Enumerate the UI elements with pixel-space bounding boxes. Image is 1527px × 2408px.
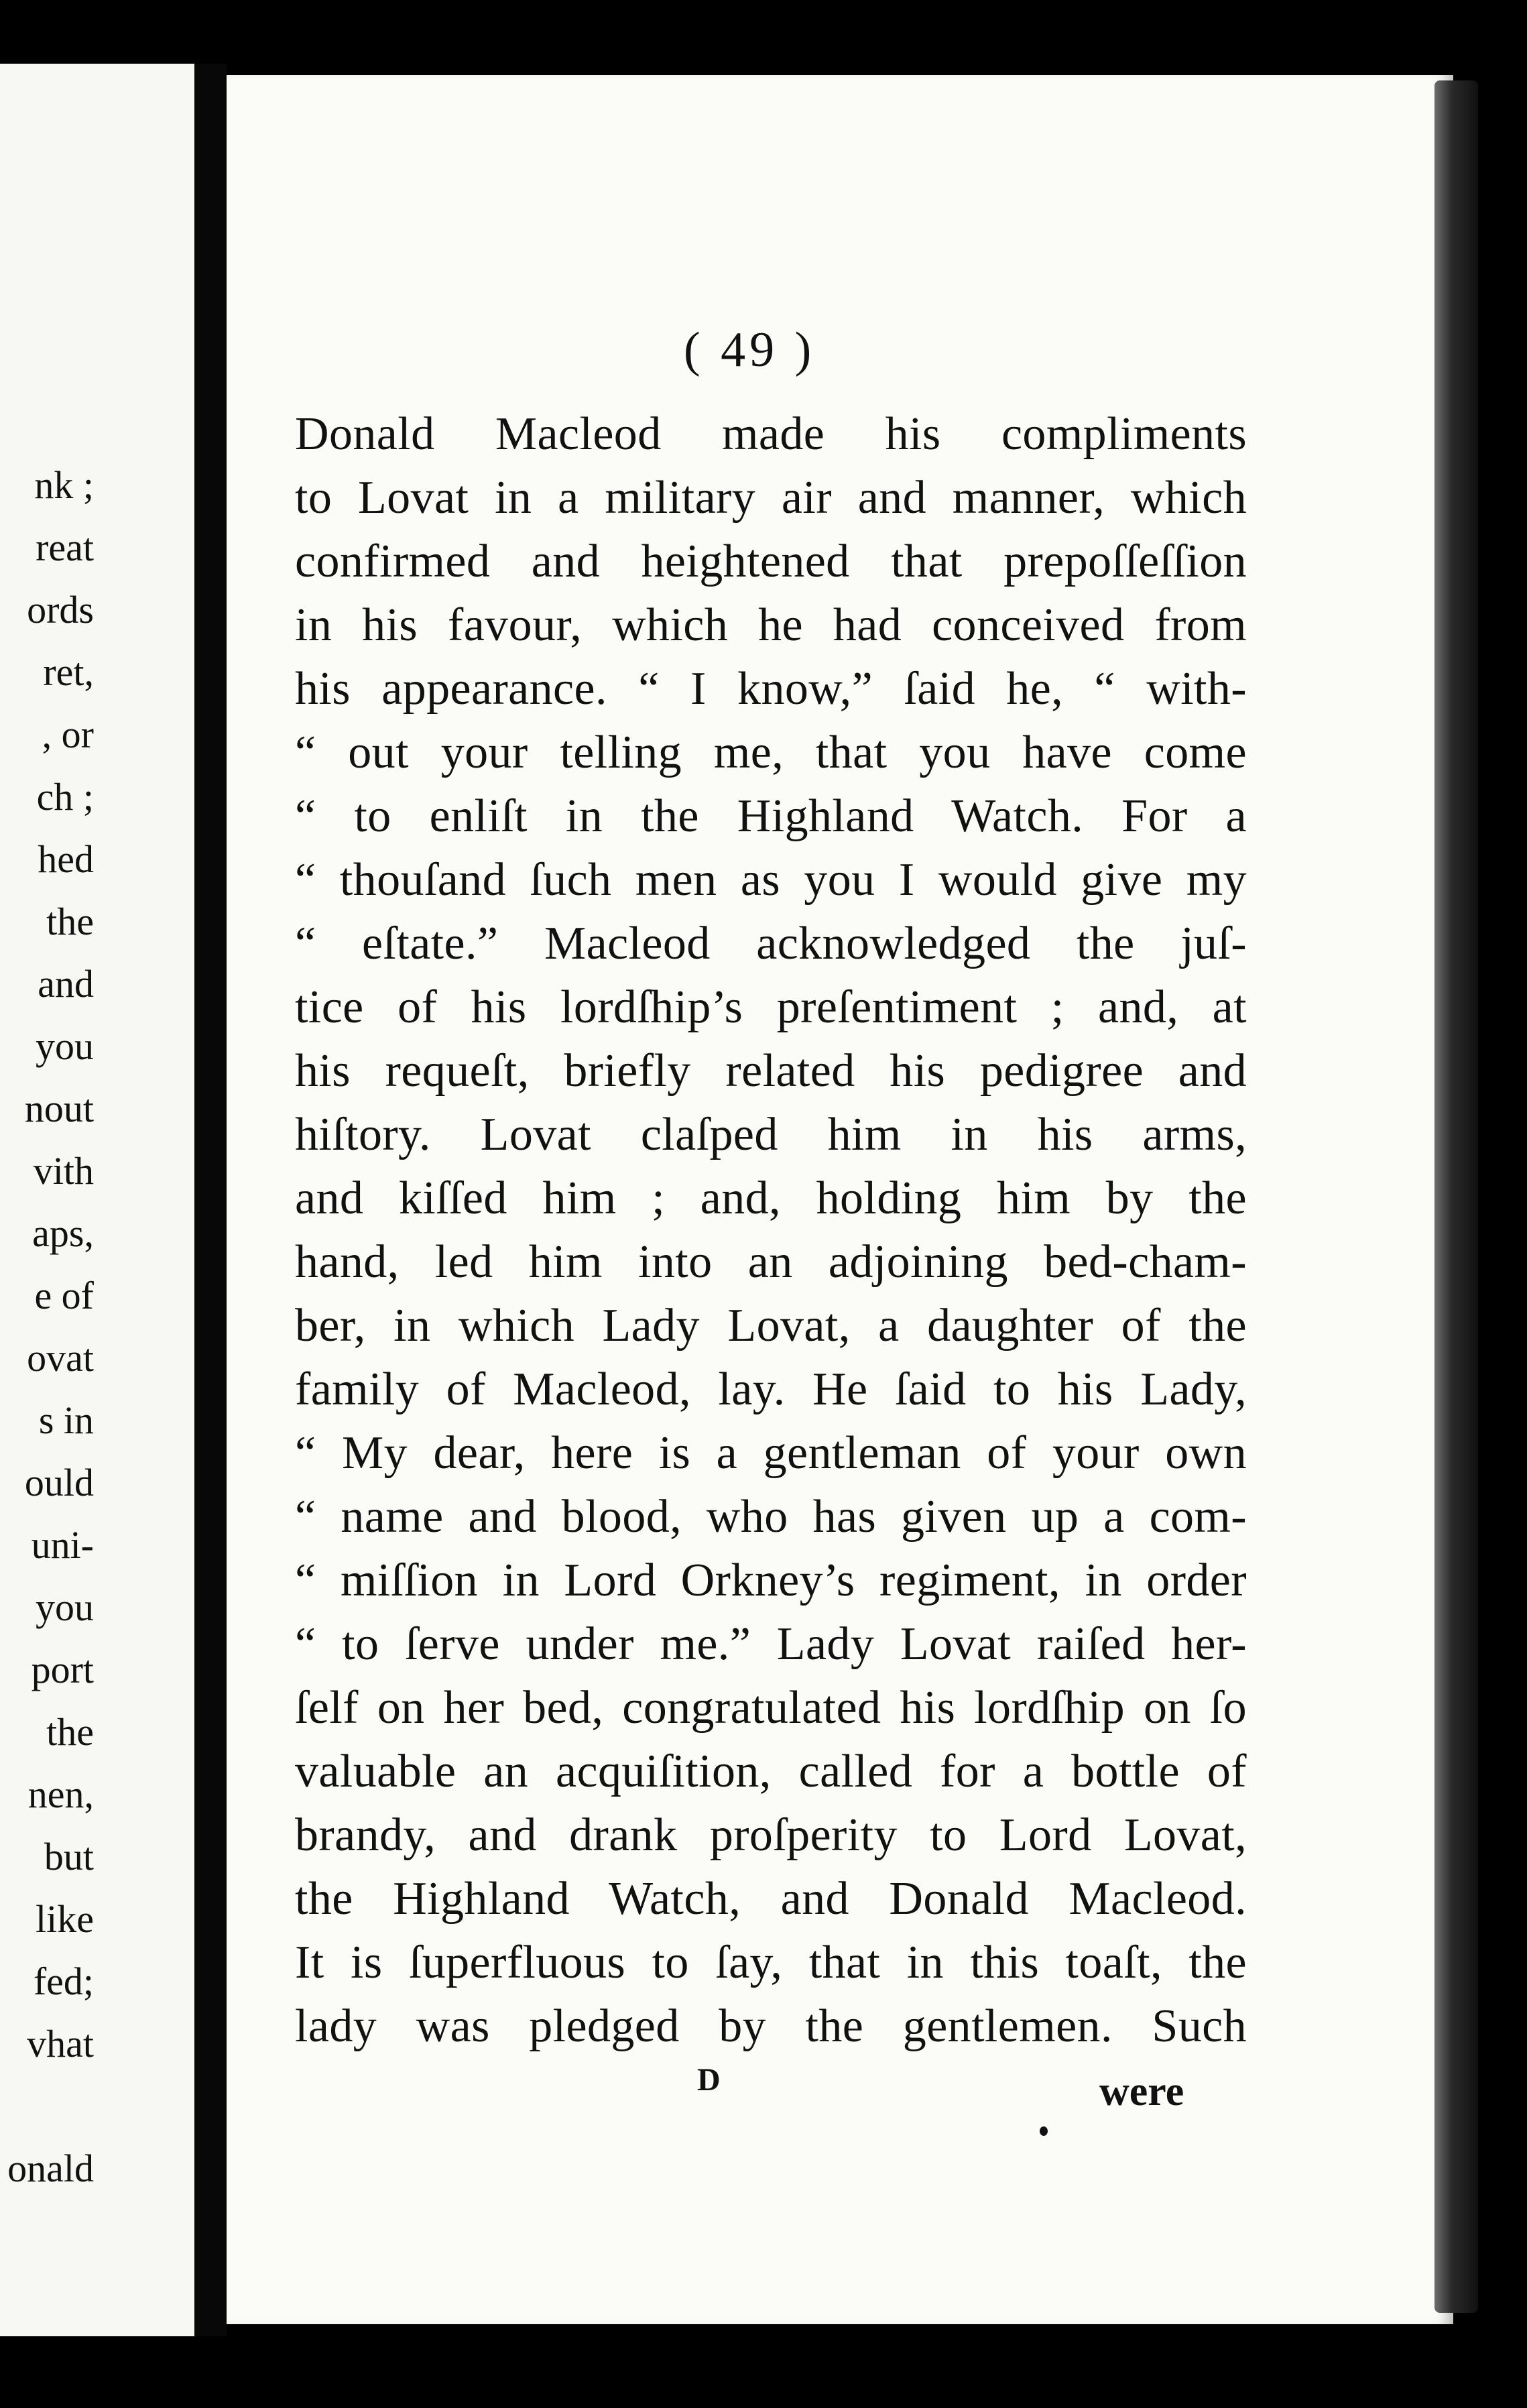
text-line: brandy, and drank proſperity to Lord Lovat,	[295, 1809, 1247, 1861]
left-page-fragment: e of	[34, 1274, 94, 1317]
catchword: were	[1099, 2069, 1184, 2114]
text-line: It is ſuperfluous to ſay, that in this toaſt, the	[295, 1937, 1247, 1988]
book-gutter	[194, 64, 227, 2336]
left-page-fragment: , or	[42, 713, 94, 756]
left-page-fragment: uni-	[31, 1523, 94, 1567]
left-page-fragment: onald	[7, 2147, 94, 2190]
text-line: to Lovat in a military air and manner, which	[295, 472, 1247, 524]
text-line: his requeſt, briefly related his pedigree and	[295, 1045, 1247, 1097]
text-line: valuable an acquiſition, called for a bottle of	[295, 1746, 1247, 1797]
signature-mark: D	[697, 2062, 721, 2098]
left-page-fragment: but	[44, 1835, 94, 1878]
left-page-fragment: ovat	[27, 1336, 94, 1380]
page-body-text	[295, 402, 1247, 2058]
text-line: “ to enliſt in the Highland Watch. For a	[295, 790, 1247, 842]
text-line: “ name and blood, who has given up a com-	[295, 1491, 1247, 1543]
left-page-fragment: hed	[38, 837, 94, 881]
left-page-fragment: vhat	[27, 2022, 94, 2065]
left-page-fragment: port	[31, 1648, 94, 1691]
text-line: “ out your telling me, that you have come	[295, 727, 1247, 778]
text-line: lady was pledged by the gentlemen. Such	[295, 2000, 1247, 2052]
left-page-fragment: fed;	[33, 1960, 94, 2003]
left-page-fragment: vith	[33, 1149, 94, 1193]
left-page-fragment: like	[36, 1897, 94, 1941]
left-page-fragment: s in	[38, 1398, 94, 1442]
text-line: in his favour, which he had conceived from	[295, 599, 1247, 651]
text-line: and kiſſed him ; and, holding him by the	[295, 1172, 1247, 1224]
left-page-fragment: the	[46, 900, 94, 943]
left-page-fragment: and	[38, 962, 94, 1006]
left-page-fragment: you	[36, 1024, 94, 1068]
left-page-fragment: ould	[24, 1461, 94, 1504]
text-line: Donald Macleod made his compliments	[295, 408, 1247, 460]
text-line: hand, led him into an adjoining bed-cham-	[295, 1236, 1247, 1288]
left-page-fragment: ch ;	[36, 775, 94, 819]
left-page-fragment: you	[36, 1585, 94, 1629]
text-line: the Highland Watch, and Donald Macleod.	[295, 1873, 1247, 1925]
text-line: “ to ſerve under me.” Lady Lovat raiſed her-	[295, 1618, 1247, 1670]
text-line: “ miſſion in Lord Orkney’s regiment, in order	[295, 1555, 1247, 1606]
text-line: “ eſtate.” Macleod acknowledged the juſ-	[295, 918, 1247, 969]
text-line: “ My dear, here is a gentleman of your own	[295, 1427, 1247, 1479]
text-line: family of Macleod, lay. He ſaid to his Lady,	[295, 1364, 1247, 1415]
left-page-fragment: the	[46, 1710, 94, 1754]
left-page-fragment: reat	[36, 526, 94, 569]
left-page-fragment: nk ;	[34, 463, 94, 507]
left-page-fragment: nout	[24, 1087, 94, 1130]
text-line: his appearance. “ I know,” ſaid he, “ with-	[295, 663, 1247, 715]
text-line: hiſtory. Lovat claſped him in his arms,	[295, 1109, 1247, 1160]
left-page-fragment: nen,	[27, 1772, 94, 1816]
ink-speck	[1040, 2126, 1048, 2136]
text-line: “ thouſand ſuch men as you I would give my	[295, 854, 1247, 906]
left-page	[0, 64, 198, 2336]
text-line: tice of his lordſhip’s preſentiment ; and, at	[295, 981, 1247, 1033]
left-page-fragment: ret,	[43, 650, 94, 694]
text-line: ſelf on her bed, congratulated his lordſhip on ſo	[295, 1682, 1247, 1734]
text-line: confirmed and heightened that prepoſſeſſion	[295, 536, 1247, 587]
left-page-fragment: aps,	[32, 1211, 94, 1255]
left-page-fragment: ords	[27, 588, 94, 631]
page-number: ( 49 )	[684, 322, 816, 377]
page-edge-shadow	[1434, 80, 1478, 2313]
text-line: ber, in which Lady Lovat, a daughter of the	[295, 1300, 1247, 1351]
